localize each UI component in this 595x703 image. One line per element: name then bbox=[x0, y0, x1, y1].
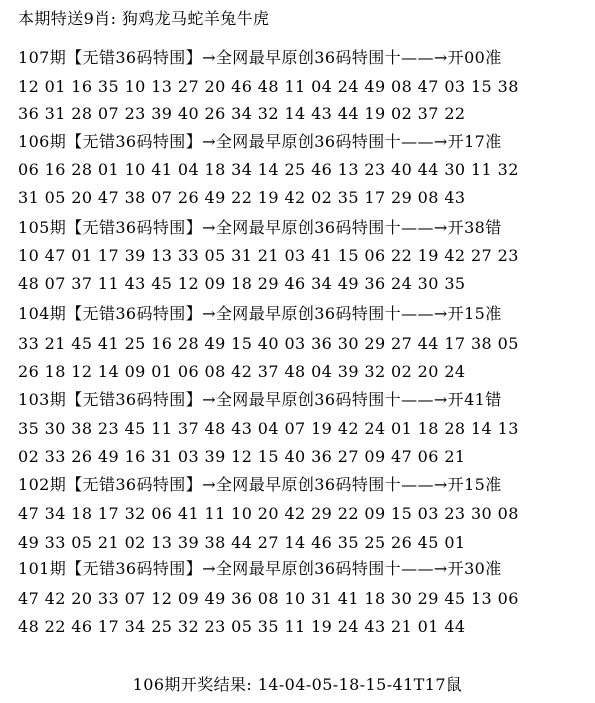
number-row: 49 33 05 21 02 13 39 38 44 27 14 46 35 25 26 45 01 bbox=[18, 533, 466, 552]
number-row: 06 16 28 01 10 41 04 18 34 14 25 46 13 23 40 44 30 11 32 bbox=[18, 160, 519, 179]
number-row: 10 47 01 17 39 13 33 05 31 21 03 41 15 06 22 19 42 27 23 bbox=[18, 246, 519, 265]
period-heading: 105期【无错36码特围】→全网最早原创36码特围十——→开38错 bbox=[18, 218, 502, 237]
draw-result: 106期开奖结果: 14-04-05-18-15-41T17鼠 bbox=[132, 675, 463, 694]
number-row: 31 05 20 47 38 07 26 49 22 19 42 02 35 17 29 08 43 bbox=[18, 188, 466, 207]
period-heading: 106期【无错36码特围】→全网最早原创36码特围十——→开17准 bbox=[18, 132, 502, 151]
number-row: 33 21 45 41 25 16 28 49 15 40 03 36 30 29 27 44 17 38 05 bbox=[18, 334, 519, 353]
number-row: 47 42 20 33 07 12 09 49 36 08 10 31 41 18 30 29 45 13 06 bbox=[18, 589, 519, 608]
zodiac-header: 本期特送9肖: 狗鸡龙马蛇羊兔牛虎 bbox=[18, 9, 270, 28]
number-row: 47 34 18 17 32 06 41 11 10 20 42 29 22 09 15 03 23 30 08 bbox=[18, 504, 519, 523]
period-heading: 103期【无错36码特围】→全网最早原创36码特围十——→开41错 bbox=[18, 390, 502, 409]
period-heading: 101期【无错36码特围】→全网最早原创36码特围十——→开30准 bbox=[18, 559, 502, 578]
period-heading: 104期【无错36码特围】→全网最早原创36码特围十——→开15准 bbox=[18, 304, 502, 323]
number-row: 36 31 28 07 23 39 40 26 34 32 14 43 44 19 02 37 22 bbox=[18, 104, 466, 123]
number-row: 35 30 38 23 45 11 37 48 43 04 07 19 42 24 01 18 28 14 13 bbox=[18, 419, 519, 438]
number-row: 26 18 12 14 09 01 06 08 42 37 48 04 39 32 02 20 24 bbox=[18, 362, 466, 381]
period-heading: 102期【无错36码特围】→全网最早原创36码特围十——→开15准 bbox=[18, 475, 502, 494]
number-row: 48 22 46 17 34 25 32 23 05 35 11 19 24 43 21 01 44 bbox=[18, 617, 466, 636]
number-row: 02 33 26 49 16 31 03 39 12 15 40 36 27 09 47 06 21 bbox=[18, 447, 466, 466]
number-row: 12 01 16 35 10 13 27 20 46 48 11 04 24 49 08 47 03 15 38 bbox=[18, 77, 519, 96]
number-row: 48 07 37 11 43 45 12 09 18 29 46 34 49 36 24 30 35 bbox=[18, 274, 466, 293]
period-heading: 107期【无错36码特围】→全网最早原创36码特围十——→开00准 bbox=[18, 48, 502, 67]
